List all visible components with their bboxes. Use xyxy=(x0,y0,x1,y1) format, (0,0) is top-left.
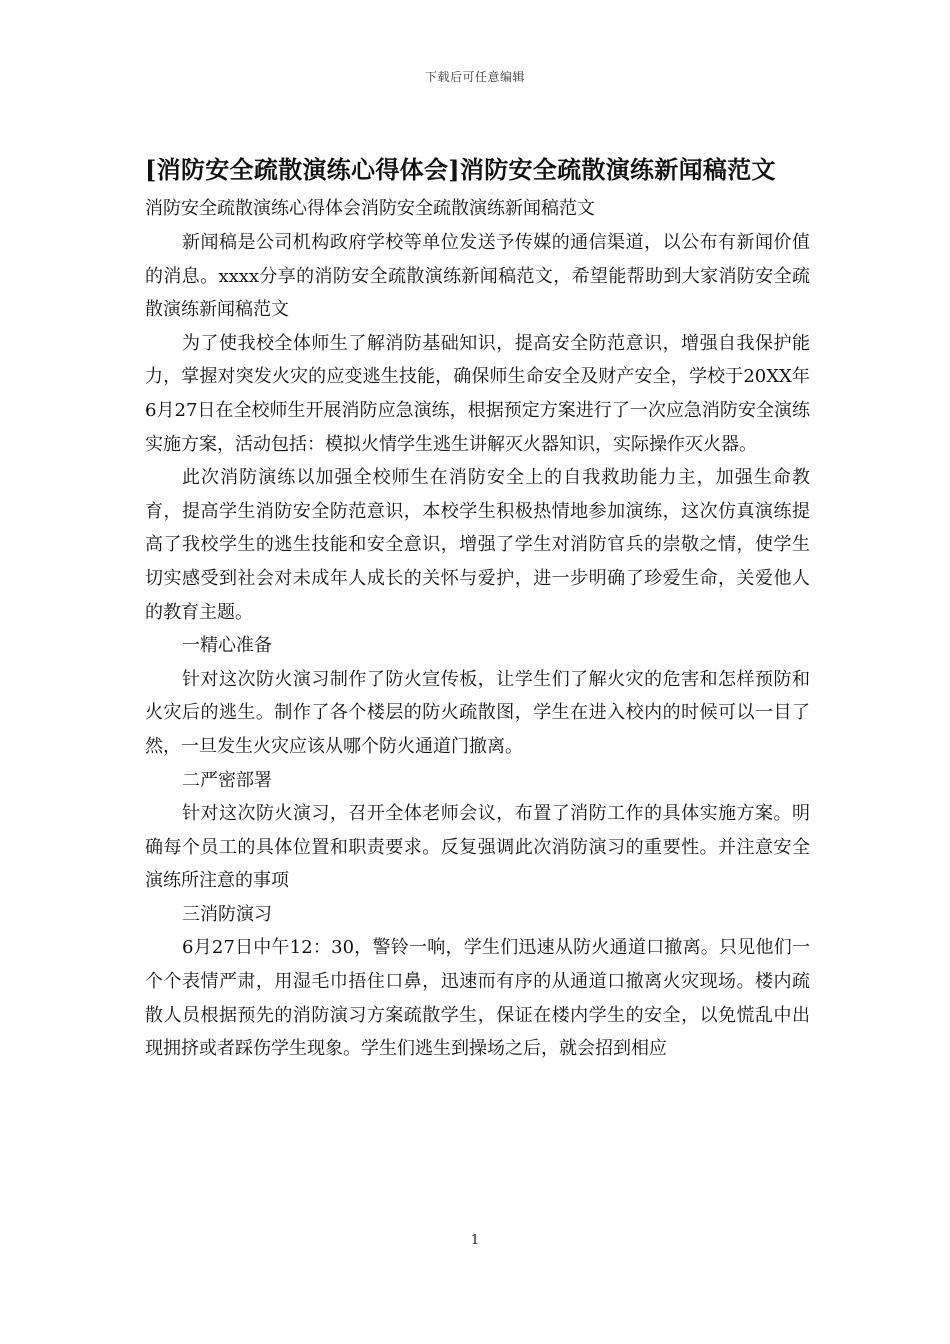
section-heading-preparation: 一精心准备 xyxy=(182,635,272,657)
document-subtitle: 消防安全疏散演练心得体会消防安全疏散演练新闻稿范文 xyxy=(145,198,595,219)
document-body xyxy=(145,150,810,1066)
event-paragraph: 为了使我校全体师生了解消防基础知识，提高安全防范意识，增强自我保护能力，掌握对突发火灾的应变逃生技能，确保师生命安全及财产安全，学校于20XX年6月27日在全校师生开展消防应急演练，根据预定方案进行了一次应急消防安全演练实施方案，活动包括：模拟火情学生逃生讲解灭火器知识，实际操作灭火器。 xyxy=(145,332,810,455)
purpose-paragraph: 此次消防演练以加强全校师生在消防安全上的自我救助能力主，加强生命教育，提高学生消防安全防范意识，本校学生积极热情地参加演练，这次仿真演练提高了我校学生的逃生技能和安全意识，增强了学生对消防官兵的崇敬之情，使学生切实感受到社会对未成年人成长的关怀与爱护，进一步明确了珍爱生命，关爱他人的教育主题。 xyxy=(145,467,810,623)
section-body-deployment: 针对这次防火演习，召开全体老师会议，布置了消防工作的具体实施方案。明确每个员工的具体位置和职责要求。反复强调此次消防演习的重要性。并注意安全演练所注意的事项 xyxy=(145,803,810,892)
section-body-preparation: 针对这次防火演习制作了防火宣传板，让学生们了解火灾的危害和怎样预防和火灾后的逃生。制作了各个楼层的防火疏散图，学生在进入校内的时候可以一目了然，一旦发生火灾应该从哪个防火通道门撤离。 xyxy=(145,668,810,757)
section-heading-drill: 三消防演习 xyxy=(182,903,272,925)
document-title: [消防安全疏散演练心得体会]消防安全疏散演练新闻稿范文 xyxy=(145,155,776,184)
section-heading-deployment: 二严密部署 xyxy=(182,769,272,791)
section-body-drill: 6月27日中午12：30，警铃一响，学生们迅速从防火通道口撤离。只见他们一个个表情严肃，用湿毛巾捂住口鼻，迅速而有序的从通道口撤离火灾现场。楼内疏散人员根据预先的消防演习方案疏散学生，保证在楼内学生的安全，以免慌乱中出现拥挤或者踩伤学生现象。学生们逃生到操场之后，就会招到相应 xyxy=(145,937,810,1060)
intro-paragraph: 新闻稿是公司机构政府学校等单位发送予传媒的通信渠道，以公布有新闻价值的消息。xxxx分享的消防安全疏散演练新闻稿范文，希望能帮助到大家消防安全疏散演练新闻稿范文 xyxy=(145,232,810,321)
header-note: 下载后可任意编辑 xyxy=(424,70,525,84)
page-number: 1 xyxy=(470,1233,480,1248)
